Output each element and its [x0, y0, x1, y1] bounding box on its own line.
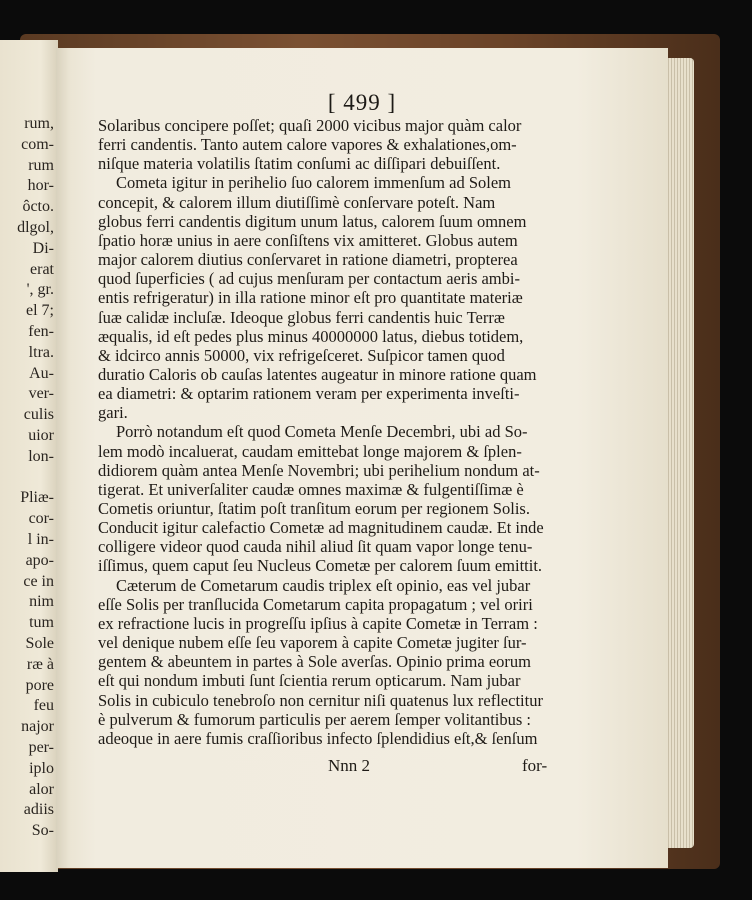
text-line: Porrò notandum eſt quod Cometa Menſe Decembri, ubi ad So- [116, 422, 528, 442]
text-line: ex refractione lucis in progreſſu ipſius à capite Cometæ in Terram : [98, 613, 538, 633]
left-page-fragment: adiis [23, 801, 54, 819]
left-page-fragment: dlgol, [17, 219, 54, 236]
left-page-fragment: com- [21, 135, 54, 153]
left-page-fragment: Di- [32, 239, 54, 257]
left-page-fragment: alor [29, 780, 54, 798]
text-line: Solaribus concipere poſſet; quaſi 2000 vicibus major quàm calor [98, 116, 522, 135]
left-page-fragment: fen- [28, 323, 54, 340]
left-page-fragment: rum [28, 156, 54, 174]
left-page-fragment: uior [28, 427, 54, 444]
text-line: vel denique nubem eſſe ſeu vaporem à capite Cometæ jugiter ſur- [98, 633, 527, 653]
left-page-fragment: rum, [24, 115, 54, 132]
text-line: Conducit igitur calefactio Cometæ ad magnitudinem caudæ. Et inde [98, 518, 544, 538]
text-line: globus ferri candentis digitum unum latus, calorem ſuum omnem [98, 211, 527, 231]
text-line: Solis in cubiculo tenebroſo non cernitur niſi quatenus lux reflectitur [98, 690, 543, 710]
text-line: eſſe Solis per tranſlucida Cometarum capita propagatum ; vel oriri [98, 594, 533, 614]
signature-mark: Nnn 2 [328, 756, 371, 775]
text-line: Cometa igitur in perihelio ſuo calorem immenſum ad Solem [116, 173, 512, 193]
text-line: entis refrigeratur) in illa ratione minor eſt pro quantitate materiæ [98, 288, 523, 308]
left-page-fragment: ôcto. [22, 198, 54, 216]
left-page-fragment: Sole [25, 635, 54, 652]
left-page-fragment: el 7; [26, 302, 54, 320]
left-page-edge [0, 40, 58, 872]
left-page-fragment: ræ à [26, 655, 54, 673]
left-page-fragment: najor [21, 718, 54, 736]
text-line: è pulverum & fumorum particulis per aerem ſemper volitantibus : [98, 709, 532, 729]
text-line: lem modò incaluerat, caudam emittebat longe majorem & ſplen- [98, 441, 522, 461]
catchword: for- [522, 756, 548, 775]
text-line: ſuæ calidæ incluſæ. Ideoque globus ferri candentis huic Terræ [98, 307, 505, 327]
left-page-fragment: apo- [25, 551, 54, 569]
text-line: concepit, & calorem illum diutiſſimè conſervare poteſt. Nam [98, 192, 496, 212]
left-page-fragment: Au- [29, 364, 54, 382]
left-page-fragment: lon- [28, 447, 54, 465]
left-page-fragment: culis [23, 406, 54, 424]
right-page [56, 48, 668, 868]
left-page-fragment: Pliæ- [20, 489, 54, 507]
left-page-fragment: cor- [28, 510, 54, 528]
left-page-fragment: feu [33, 697, 54, 715]
page-number: [ 499 ] [327, 90, 397, 115]
text-line: didiorem quàm antea Menſe Novembri; ubi perihelium nondum at- [98, 460, 540, 480]
left-page-fragment: ', gr. [26, 281, 54, 299]
text-line: duratio Caloris ob cauſas latentes augeatur in minore ratione quam [98, 364, 537, 384]
text-line: ſpatio horæ unius in aere conſiſtens vix amitteret. Globus autem [98, 230, 518, 250]
left-page-fragment: tum [29, 614, 54, 632]
left-page-fragment: ltra. [28, 343, 54, 361]
left-page-fragment: l in- [27, 531, 54, 548]
left-page-fragment: hor- [27, 177, 54, 195]
text-line: Cometis oriuntur, ſtatim poſt tranſitum eorum per regionem Solis. [98, 499, 530, 518]
text-line: ea diametri: & optarim rationem veram per experimenta inveſti- [98, 384, 520, 404]
left-page-fragment: nim [29, 593, 54, 611]
text-line: & idcirco annis 50000, vix refrigeſceret. Suſpicor tamen quod [98, 345, 505, 365]
text-line: colligere videor quod cauda nihil aliud ſit quam vapor longe tenu- [98, 537, 533, 557]
left-page-fragment: ver- [28, 385, 54, 403]
text-line: Cæterum de Cometarum caudis triplex eſt opinio, eas vel jubar [116, 575, 531, 595]
text-line: quod ſuperficies ( ad cujus menſuram per contactum aeris ambi- [98, 269, 520, 289]
text-line: ferri candentis. Tanto autem calore vapores & exhalationes,om- [98, 135, 517, 155]
left-page-fragment: erat [30, 260, 54, 278]
text-line: eſt qui nondum imbuti ſunt ſcientia rerum opticarum. Nam jubar [98, 671, 521, 691]
left-page-fragment: pore [25, 676, 54, 694]
text-line: gari. [98, 403, 128, 423]
text-line: gentem & abeuntem in partes à Sole averſas. Opinio prima eorum [98, 652, 531, 672]
left-page-fragment: per- [28, 739, 54, 756]
left-page-fragment: iplo [29, 759, 54, 777]
text-line: major calorem diutius conſervaret in ratione diametri, propterea [98, 250, 518, 270]
text-line: iſſimus, quem caput ſeu Nucleus Cometæ per calorem ſuum emittit. [98, 556, 543, 576]
text-line: æqualis, id eſt pedes plus minus 40000000 latus, diebus totidem, [98, 326, 524, 346]
left-page-fragment: ce in [23, 572, 54, 590]
text-line: niſque materia volatilis ſtatim conſumi ac diſſipari debuiſſent. [98, 154, 501, 174]
left-page-fragment: So- [31, 822, 54, 840]
text-line: adeoque in aere fumis craſſioribus infecto ſplendidius eſt,& ſenſum [98, 728, 538, 748]
text-line: tigerat. Et univerſaliter caudæ omnes maximæ & fulgentiſſimæ è [98, 479, 524, 499]
